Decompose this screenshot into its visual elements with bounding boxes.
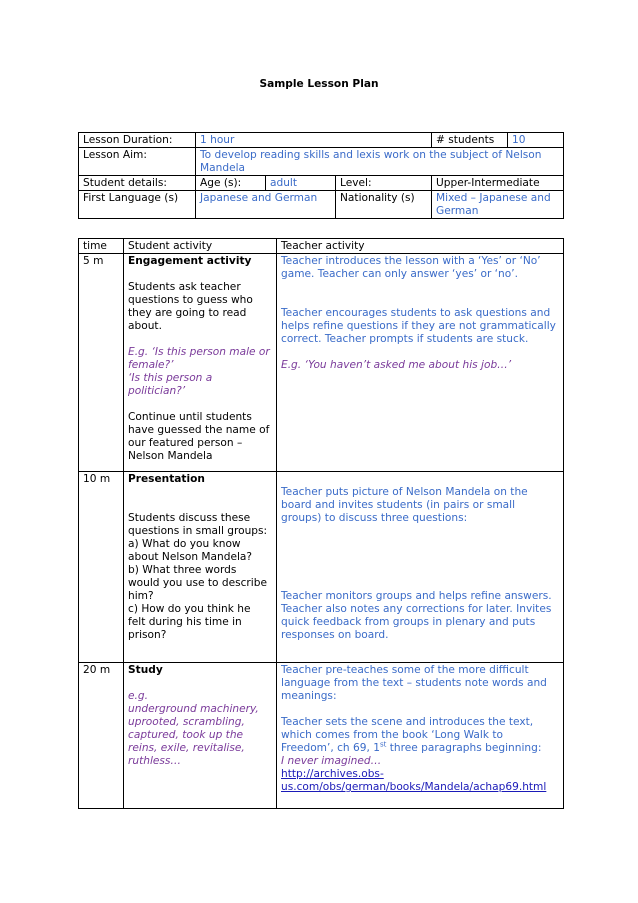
- activity-row-engagement: [79, 254, 564, 472]
- age-label: Age (s):: [196, 176, 266, 191]
- source-link[interactable]: http://archives.obs-us.com/obs/german/books/Mandela/achap69.html: [281, 768, 547, 793]
- row3-teacher-sup: st: [379, 740, 387, 749]
- row2-question-c: c) How do you think he felt during his time in prison?: [128, 603, 251, 641]
- nationality-value: Mixed – Japanese and German: [432, 191, 564, 219]
- activity-table: [78, 238, 564, 809]
- level-label: Level:: [336, 176, 432, 191]
- aim-row: [79, 148, 564, 176]
- details-row: [79, 176, 564, 191]
- row3-teacher-text-2: [281, 716, 558, 755]
- page-title: Sample Lesson Plan: [259, 78, 379, 90]
- row2-question-a: a) What do you know about Nelson Mandela?: [128, 538, 253, 563]
- row2-time: 10 m: [79, 472, 124, 663]
- row2-teacher-text-1: Teacher puts picture of Nelson Mandela on the board and invites students (in pairs or small groups) to discuss three questions:: [281, 486, 528, 524]
- row1-student-text-2: Continue until students have guessed the name of our featured person – Nelson Mandela: [128, 411, 270, 462]
- row3-vocabulary: underground machinery, uprooted, scrambling, captured, took up the reins, exile, revitalise, ruthless…: [128, 703, 259, 767]
- header-teacher: Teacher activity: [277, 239, 564, 254]
- row3-teacher-text-2a: Teacher sets the scene and introduces the text, which comes from the book ‘Long Walk to Freedom’, ch 69, 1: [281, 716, 534, 754]
- header-row: [79, 239, 564, 254]
- row3-teacher-text-2b: three paragraphs beginning:: [386, 742, 542, 754]
- age-value: adult: [266, 176, 336, 191]
- lesson-info-table: [78, 132, 564, 219]
- row3-teacher-quote: I never imagined…: [281, 755, 382, 767]
- activity-row-study: [79, 663, 564, 809]
- students-value: 10: [508, 133, 564, 148]
- row3-student-cell: [124, 663, 277, 809]
- header-time: time: [79, 239, 124, 254]
- language-row: [79, 191, 564, 219]
- row1-teacher-text-1: Teacher introduces the lesson with a ‘Yes’ or ‘No’ game. Teacher can only answer ‘yes’ or ‘no’.: [281, 255, 541, 280]
- students-label: # students: [432, 133, 508, 148]
- row2-heading: Presentation: [128, 473, 205, 485]
- row1-teacher-example: E.g. ‘You haven’t asked me about his job…’: [281, 359, 512, 371]
- duration-value: 1 hour: [196, 133, 432, 148]
- row3-time: 20 m: [79, 663, 124, 809]
- language-label: First Language (s): [79, 191, 196, 219]
- duration-label: Lesson Duration:: [79, 133, 196, 148]
- details-label: Student details:: [79, 176, 196, 191]
- level-value: Upper-Intermediate: [432, 176, 564, 191]
- duration-row: [79, 133, 564, 148]
- row1-student-text: Students ask teacher questions to guess who they are going to read about.: [128, 281, 253, 332]
- row3-teacher-text-1: Teacher pre-teaches some of the more difficult language from the text – students note words and meanings:: [281, 664, 547, 702]
- row3-example-label: e.g.: [128, 690, 148, 702]
- row2-student-cell: [124, 472, 277, 663]
- row2-teacher-text-2: Teacher monitors groups and helps refine answers. Teacher also notes any corrections for later. Invites quick feedback from groups in plenary and puts responses on board.: [281, 590, 552, 641]
- header-student: Student activity: [124, 239, 277, 254]
- nationality-label: Nationality (s): [336, 191, 432, 219]
- activity-row-presentation: [79, 472, 564, 663]
- row2-teacher-cell: [277, 472, 564, 663]
- row3-teacher-cell: [277, 663, 564, 809]
- row1-time: 5 m: [79, 254, 124, 472]
- row1-teacher-cell: [277, 254, 564, 472]
- language-value: Japanese and German: [196, 191, 336, 219]
- row1-student-cell: [124, 254, 277, 472]
- row1-example-1: E.g. ‘Is this person male or female?’: [128, 346, 270, 371]
- row2-student-text: Students discuss these questions in small groups:: [128, 512, 268, 537]
- row1-heading: Engagement activity: [128, 255, 252, 267]
- row3-heading: Study: [128, 664, 163, 676]
- aim-value: To develop reading skills and lexis work on the subject of Nelson Mandela: [196, 148, 564, 176]
- row1-example-2: ‘Is this person a politician?’: [128, 372, 213, 397]
- row2-question-b: b) What three words would you use to describe him?: [128, 564, 267, 602]
- row1-teacher-text-2: Teacher encourages students to ask questions and helps refine questions if they are not grammatically correct. Teacher prompts if students are stuck.: [281, 307, 556, 345]
- aim-label: Lesson Aim:: [79, 148, 196, 176]
